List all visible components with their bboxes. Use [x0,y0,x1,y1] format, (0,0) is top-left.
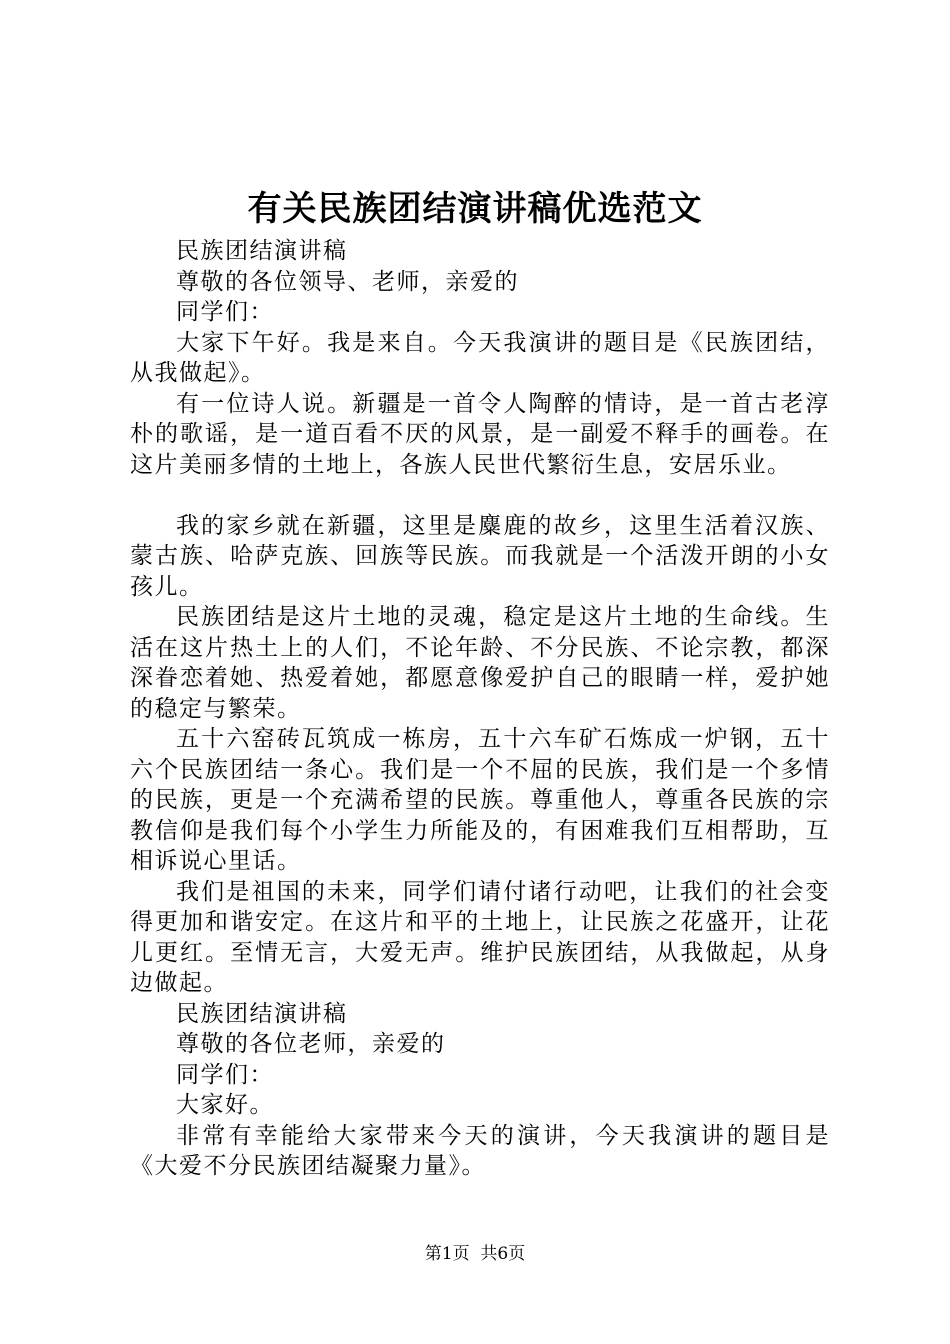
paragraph-greeting-2: 大家好。 [176,1092,274,1118]
paragraph-hometown: 我的家乡就在新疆，这里是麋鹿的故乡，这里生活着汉族、蒙古族、哈萨克族、回族等民族。而我就是一个活泼开朗的小女孩儿。 [130,512,830,600]
document-body [130,236,830,1182]
page-number-label: 第1页 共6页 [424,1244,526,1264]
paragraph-salutation-1: 尊敬的各位领导、老师，亲爱的 [176,268,519,295]
paragraph-speech-heading-1: 民族团结演讲稿 [176,238,348,264]
paragraph-xinjiang-poem: 有一位诗人说。新疆是一首令人陶醉的情诗，是一首古老淳朴的歌谣，是一道百看不厌的风景，是一副爱不释手的画卷。在这片美丽多情的土地上，各族人民世代繁衍生息，安居乐业。 [130,390,830,478]
paragraph-salutation-1-cont: 同学们： [176,299,274,325]
paragraph-future: 我们是祖国的未来，同学们请付诸行动吧，让我们的社会变得更加和谐安定。在这片和平的土地上，让民族之花盛开，让花儿更红。至情无言，大爱无声。维护民族团结，从我做起，从身边做起。 [130,878,830,996]
paragraph-speech-heading-2: 民族团结演讲稿 [176,1000,348,1027]
paragraph-speech-topic-2: 非常有幸能给大家带来今天的演讲，今天我演讲的题目是《大爱不分民族团结凝聚力量》。 [130,1122,830,1179]
paragraph-salutation-2: 尊敬的各位老师，亲爱的 [176,1031,446,1057]
paragraph-greeting-1: 大家下午好。我是来自。今天我演讲的题目是《民族团结，从我做起》。 [130,329,830,386]
paragraph-fifty-six: 五十六窑砖瓦筑成一栋房，五十六车矿石炼成一炉钢，五十六个民族团结一条心。我们是一个不屈的民族，我们是一个多情的民族，更是一个充满希望的民族。尊重他人，尊重各民族的宗教信仰是我们每个小学生力所能及的，有困难我们互相帮助，互相诉说心里话。 [130,726,830,874]
page-footer [0,1242,950,1266]
paragraph-unity-soul: 民族团结是这片土地的灵魂，稳定是这片土地的生命线。生活在这片热土上的人们，不论年龄、不分民族、不论宗教，都深深眷恋着她、热爱着她，都愿意像爱护自己的眼睛一样，爱护她的稳定与繁荣。 [130,604,830,722]
document-title: 有关民族团结演讲稿优选范文 [247,189,703,229]
paragraph-salutation-2-cont: 同学们： [176,1061,274,1088]
